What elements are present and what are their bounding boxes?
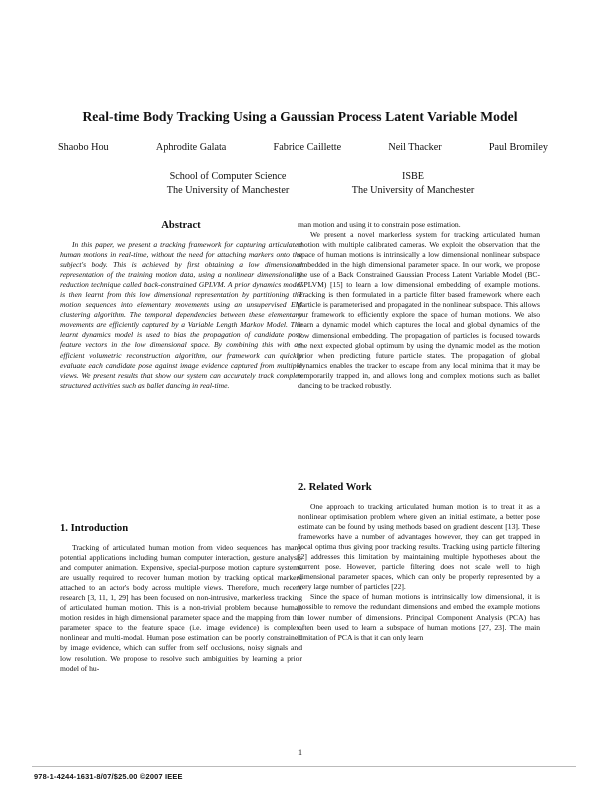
- author-name: Aphrodite Galata: [155, 142, 227, 153]
- related-work-section: [298, 482, 540, 643]
- affiliation-university: The University of Manchester: [166, 185, 290, 196]
- author-name: Neil Thacker: [388, 142, 442, 153]
- page-top-margin: [0, 0, 600, 90]
- affiliation-isbe: [313, 170, 513, 198]
- introduction-section: [60, 523, 302, 674]
- introduction-paragraph: We present a novel markerless system for tracking articulated human motion with multiple calibrated cameras. We exploit the observation that the space of human motions is intrinsically a low dimensional nonlinear subspace embedded in the high dimensional parameter space. In our work, we propose the use of a Back Constrained Gaussian Process Latent Variable Model (BC-GPLVM) [15] to learn a low dimensional embedding of example motions. Tracking is then formulated in a particle filter based framework where each particle is parameterised and propagated in the nonlinear subspace. This allows our framework to efficiently explore the space of human motions. We also learn a dynamic model which captures the local and global dynamics of the low dimensional embedding. The propagation of particles is focused towards the next expected global optimum by using the dynamic model as the motion prior when predicting future particle states. The propagation of global dynamics enables the tracker to escape from any local minima that it may be temporarily trapped in, and allows long and complex motions such as ballet dancing to be tracked robustly.: [298, 230, 540, 390]
- affiliation-department: School of Computer Science: [169, 171, 287, 182]
- related-work-paragraph: One approach to tracking articulated human motion is to treat it as a nonlinear optimisation problem where given an initial estimate, a better pose estimate can be found by using methods based on gradient descent [13]. These frameworks have a number of advantages however, they can get trapped in local optima thus giving poor tracking results. Tracking using particle filtering [2] addresses this limitation by maintaining multiple hypotheses about the current pose. However, particle filtering does not scale well to high dimensional parameter spaces, which can only be properly represented by a very large number of particles [22].: [298, 502, 540, 592]
- author-name: Paul Bromiley: [488, 142, 548, 153]
- author-name: Shaobo Hou: [58, 142, 109, 153]
- abstract-heading: Abstract: [161, 220, 201, 231]
- author-name: Fabrice Caillette: [273, 142, 342, 153]
- affiliation-department: ISBE: [401, 171, 425, 182]
- copyright-notice: 978-1-4244-1631-8/07/$25.00 ©2007 IEEE: [34, 772, 183, 781]
- affiliation-university: The University of Manchester: [351, 185, 475, 196]
- related-work-heading: 2. Related Work: [298, 482, 372, 493]
- introduction-continuation: man motion and using it to constrain pose estimation.: [298, 220, 461, 229]
- abstract-text: In this paper, we present a tracking framework for capturing articulated human motions in real-time, without the need for attaching markers onto the subject's body. This is achieved by first obtaining a low dimensional representation of the training motion data, using a nonlinear dimensionality reduction technique called back-constrained GPLVM. A prior dynamics model is then learnt from this low dimensional representation by partitioning the motion sequences into elementary movements using an unsupervised EM clustering algorithm. The temporal dependencies between these elementary movements are efficiently captured by a Variable Length Markov Model. The learnt dynamics model is used to bias the propagation of candidate pose feature vectors in the low dimensional space. By combining this with an efficient volumetric reconstruction algorithm, our framework can quickly evaluate each candidate pose against image evidence captured from multiple views. We present results that show our system can accurately track complex structured activities such as ballet dancing in real-time.: [60, 240, 302, 390]
- page-number: 1: [298, 748, 302, 757]
- related-work-paragraph: Since the space of human motions is intrinsically low dimensional, it is possible to remove the redundant dimensions and embed the example motions in lower number of dimensions. Principal Component Analysis (PCA) has often been used to learn a subspace of human motions [27, 23]. The main limitation of PCA is that it can only learn: [298, 592, 540, 642]
- author-list: [58, 142, 548, 153]
- right-column: [298, 220, 540, 642]
- introduction-paragraph: Tracking of articulated human motion from video sequences has many potential applications including human computer interaction, gesture analysis and computer animation. Expensive, special-purpose motion capture systems are usually required to recover human motion by tracking optical markers attached to an actor's body across multiple views. Therefore, much recent research [3, 11, 1, 29] has been focused on non-intrusive, markerless tracking of articulated human motion. This is a non-trivial problem because human motion resides in high dimensional parameter space and the mapping from the parameter space to the feature space (i.e. image evidence) is complex, nonlinear and multi-modal. Human pose estimation can be poorly constrained by image evidence, which can suffer from self occlusions, noisy signals and low resolution. We propose to resolve such ambiguities by learning a prior model of hu-: [60, 543, 302, 673]
- abstract-section: [60, 220, 302, 391]
- affiliation-computer-science: [128, 170, 328, 198]
- introduction-heading: 1. Introduction: [60, 523, 129, 534]
- left-column: [60, 220, 302, 673]
- footer-divider: [32, 766, 576, 767]
- paper-title: Real-time Body Tracking Using a Gaussian Process Latent Variable Model: [82, 109, 518, 125]
